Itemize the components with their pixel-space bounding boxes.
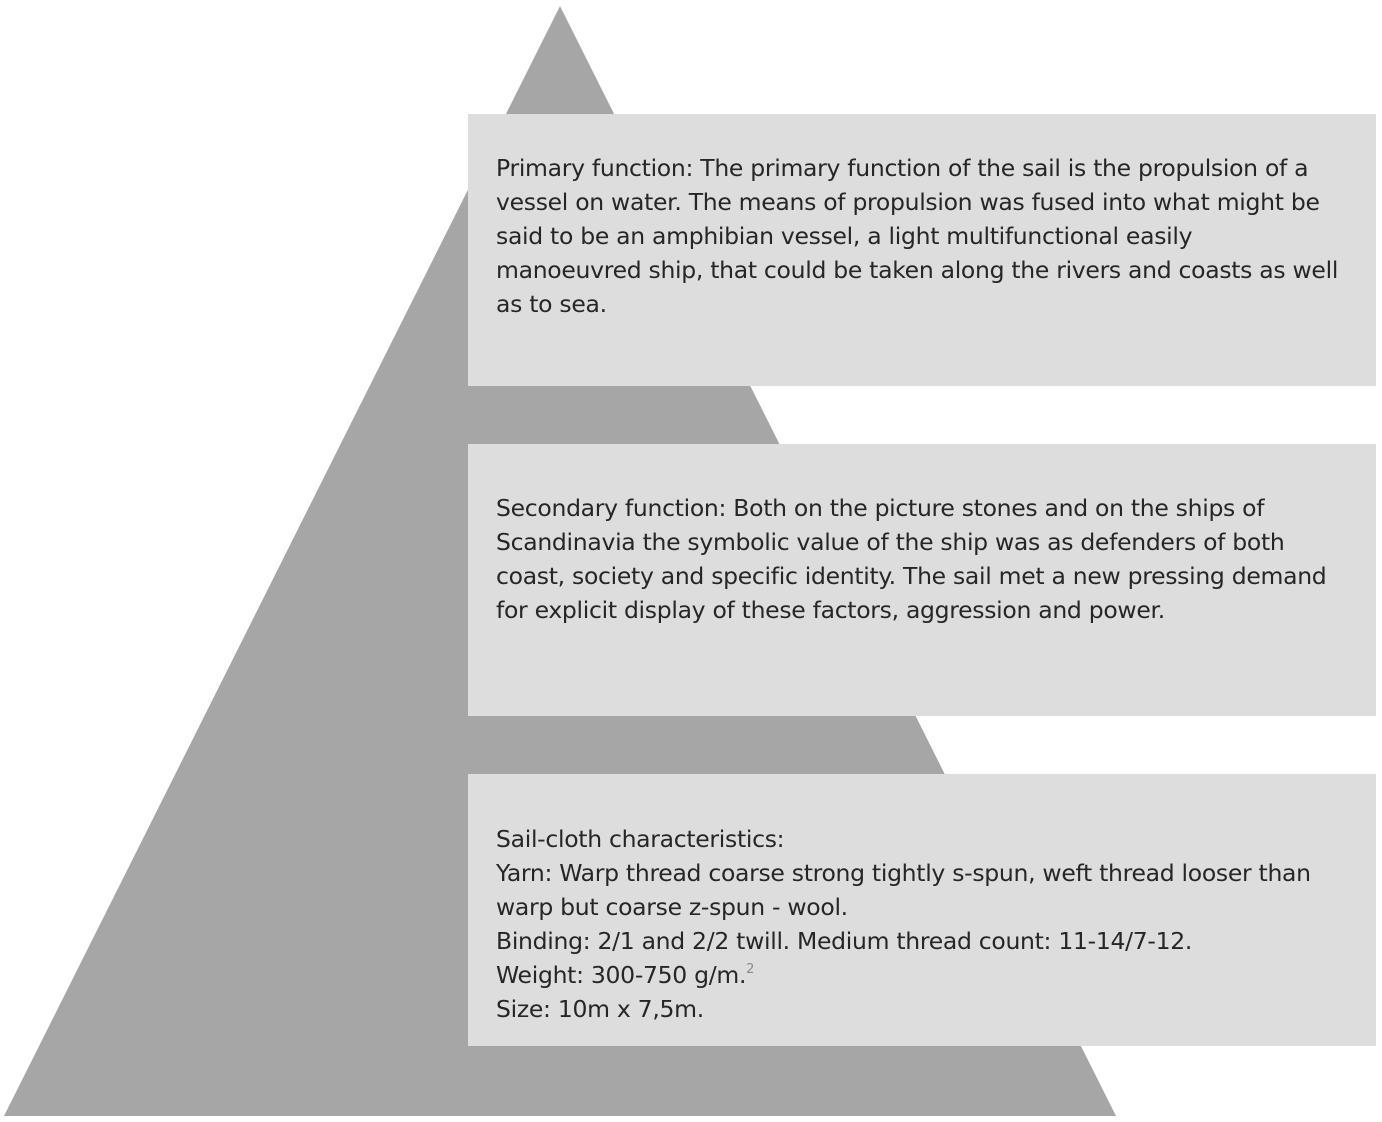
- sailcloth-binding: Binding: 2/1 and 2/2 twill. Medium thread count: 11-14/7-12.: [496, 927, 1193, 955]
- sailcloth-yarn: Yarn: Warp thread coarse strong tightly s-spun, weft thread looser than warp but coarse z-spun - wool.: [496, 859, 1311, 921]
- secondary-function-box: [468, 444, 1376, 716]
- sailcloth-weight-superscript: 2: [746, 962, 755, 977]
- primary-function-text: Primary function: The primary function of the sail is the propulsion of a vessel on water. The means of propulsion was fused into what might be said to be an amphibian vessel, a light multifunctional easily manoeuvred ship, that could be taken along the rivers and coasts as well as to sea.: [496, 154, 1339, 318]
- sailcloth-characteristics-text: [496, 774, 1342, 1026]
- primary-function-box: [468, 114, 1376, 386]
- sailcloth-characteristics-box: [468, 774, 1376, 1046]
- sailcloth-weight-line: [496, 958, 1342, 992]
- sailcloth-size: Size: 10m x 7,5m.: [496, 995, 704, 1023]
- sailcloth-weight: Weight: 300-750 g/m.: [496, 961, 747, 989]
- sailcloth-heading: Sail-cloth characteristics:: [496, 825, 785, 853]
- secondary-function-text: Secondary function: Both on the picture stones and on the ships of Scandinavia the symbolic value of the ship was as defenders of both coast, society and specific identity. The sail met a new pressing demand for explicit display of these factors, aggression and power.: [496, 494, 1327, 624]
